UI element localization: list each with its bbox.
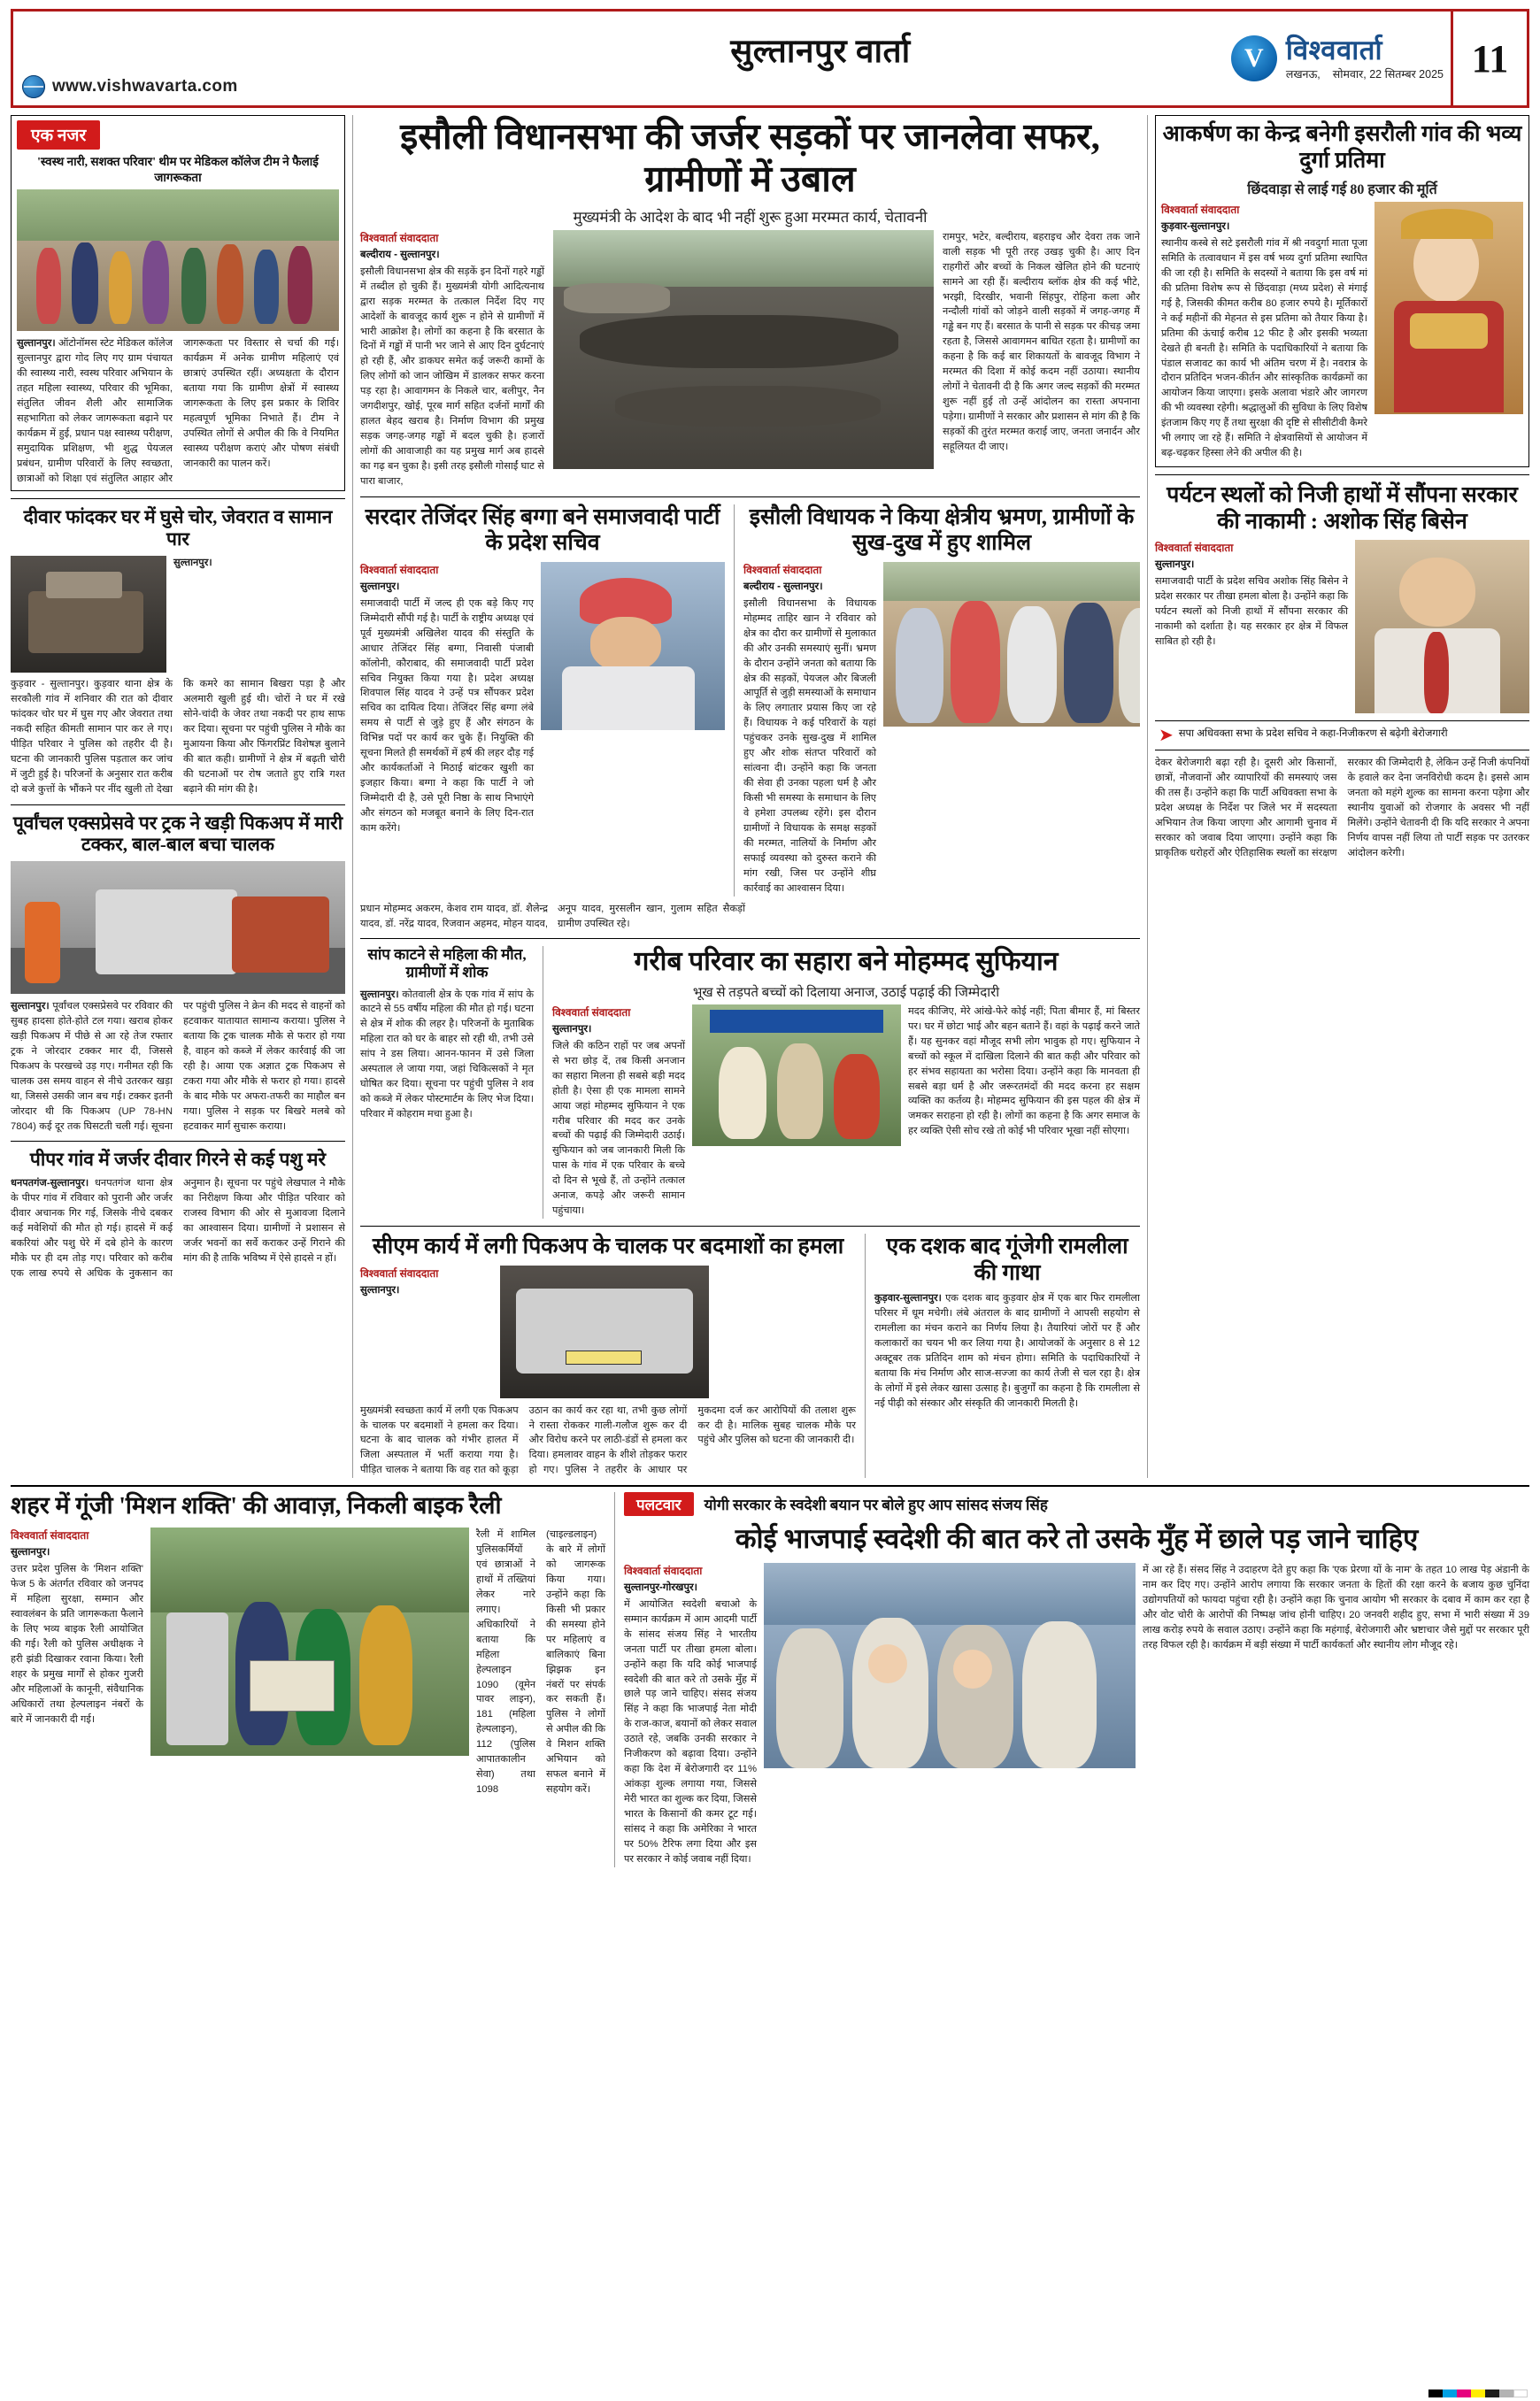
isauli-kicker: विश्ववार्ता संवाददाता	[743, 563, 822, 576]
garib-photo	[692, 1004, 901, 1146]
story3-body	[11, 999, 345, 1134]
isauli-headline: इसौली विधायक ने किया क्षेत्रीय भ्रमण, ग्रामीणों के सुख-दुख में हुए शामिल	[749, 504, 1135, 556]
tourism-kicker: विश्ववार्ता संवाददाता	[1155, 542, 1234, 555]
bottom-left-story	[11, 1492, 605, 1866]
story2-body-cont: कुड़वार - सुल्तानपुर। कुड़वार थाना क्षेत्र के सरकौली गांव में शनिवार की रात को दीवार फांदकर चोर घर में घुस गए और जेवरात तथा नकदी सहित कीमती सामान पार कर ले गए। पीड़ित परिवार ने पुलिस को तहरीर दी है। घटना की जानकारी पुलिस पड़ताल कर जांच में जुटी हुई है। परिजनों के अनुसार रात करीब दो बजे कुत्तों के भौंकने पर नींद खुली तो देखा कि कमरे का सामान बिखरा पड़ा है और अलमारी खुली हुई थी। चोरों ने घर में रखे सोने-चांदी के जेवर तथा नकदी पर हाथ साफ कर दिया। सूचना पर पहुंची पुलिस ने मौके का मुआयना किया और फिंगरप्रिंट विशेषज्ञ बुलाने की बात कही। ग्रामीणों ने क्षेत्र में बढ़ती चोरी की घटनाओं पर रोष जताते हुए रात्रि गश्त बढ़ाने की मांग की है।	[11, 679, 345, 795]
bottom-right-kicker: विश्ववार्ता संवाददाता	[624, 1564, 703, 1577]
bottom-left-kicker: विश्ववार्ता संवाददाता	[11, 1529, 89, 1543]
cm-kicker: विश्ववार्ता संवाददाता	[360, 1266, 439, 1280]
garib-kicker: विश्ववार्ता संवाददाता	[552, 1005, 631, 1019]
isauli-byline: बल्दीराय - सुल्तानपुर।	[743, 581, 823, 592]
masthead-right	[1061, 12, 1451, 105]
sardar-body: समाजवादी पार्टी में जल्द ही एक बड़े किए गए जिम्मेदारी सौंपी गई है। पार्टी के राष्ट्रीय अध्यक्ष एवं पूर्व मुख्यमंत्री अखिलेश यादव की संस्तुति के आधार तेजिंदर सिंह बग्गा, निवासी पंजाबी कॉलोनी, कौराबाद, की समाजवादी पार्टी प्रदेश सचिव नियुक्त किया गया है। प्रदेश अध्यक्ष शिवपाल सिंह यादव ने उन्हें पत्र सौंपकर प्रदेश सचिव का दायित्व दिया। तेजिंदर सिंह बग्गा लंबे समय से पार्टी से जुड़े हुए हैं और संगठन के विभिन्न पदों पर कार्य कर चुके हैं। नियुक्ति की सूचना मिलते ही समर्थकों में हर्ष की लहर दौड़ गई और कार्यकर्ताओं ने मिठाई बांटकर खुशी का इजहार किया। बग्गा ने कहा कि पार्टी ने जो जिम्मेदारी दी है, उसे पूरी निष्ठा के साथ निभाएंगे और संगठन को मजबूत बनाने के लिए दिन-रात काम करेंगे।	[360, 597, 534, 834]
story2-body	[173, 556, 212, 673]
bottom-left-headline: शहर में गूंजी 'मिशन शक्ति' की आवाज़, निकली बाइक रैली	[11, 1492, 502, 1520]
sardar-kicker: विश्ववार्ता संवाददाता	[360, 563, 439, 576]
story3-body-text: पूर्वांचल एक्सप्रेसवे पर रविवार की सुबह हादसा होते-होते टल गया। खराब होकर खड़ी पिकअप में पीछे से आ रहे तेज रफ्तार ट्रक ने जोरदार टक्कर मार दी, जिससे पिकअप के परखच्चे उड़ गए। गनीमत रही कि चालक उस समय वाहन से नीचे उतरकर खड़ा था, जिससे उसकी जान बच गई। टक्कर इतनी जोरदार थी कि पिकअप (UP 78-HN 7804) कई दूर तक घिसटती चली गई। सूचना पर पहुंची पुलिस ने क्रेन की मदद से वाहनों को हटवाकर यातायात सामान्य कराया। पुलिस ने बताया कि ट्रक चालक मौके से फरार हो गया है, वाहन को कब्जे में लेकर कार्रवाई की जा रही है। आया एक अज्ञात ट्रक पिकअप से टकरा गया और मौके से फरार हो गया। हादसे के बाद मौके पर अफरा-तफरी का माहौल बन गया। पुलिस ने सड़क पर बिखरे मलबे को हटवाकर मार्ग सुचारू कराया।	[11, 1001, 345, 1132]
durga-byline: कुड़वार-सुल्तानपुर।	[1161, 221, 1230, 232]
bottom-right-headline: कोई भाजपाई स्वदेशी की बात करे तो उसके मुँह में छाले पड़ जाने चाहिए	[735, 1523, 1419, 1555]
sardar-photo	[541, 562, 725, 730]
center-column	[352, 115, 1140, 1478]
color-bar	[1428, 2389, 1528, 2397]
bottom-left-body-2: रैली में शामिल पुलिसकर्मियों एवं छात्राओं ने हाथों में तख्तियां लेकर नारे लगाए। अधिकारियों ने बताया कि महिला हेल्पलाइन 1090 (वूमेन पावर लाइन), 181 (महिला हेल्पलाइन), 112 (पुलिस आपातकालीन सेवा) तथा 1098 (चाइल्डलाइन) के बारे में लोगों को जागरूक किया गया। उन्होंने कहा कि किसी भी प्रकार की समस्या होने पर महिलाएं व बालिकाएं बिना झिझक इन नंबरों पर संपर्क कर सकती हैं। पुलिस ने लोगों से अपील की कि वे मिशन शक्ति अभियान को सफल बनाने में सहयोग करें।	[476, 1529, 605, 1796]
story4-byline: धनपतगंज-सुल्तानपुर।	[11, 1178, 89, 1189]
saanp-body	[360, 988, 534, 1122]
masthead	[11, 9, 1529, 108]
isauli-names: प्रधान मोहम्मद अकरम, केशव राम यादव, डॉ. शैलेन्द्र यादव, डॉ. नरेंद्र यादव, रिजवान अहमद, मोहन यादव, अनूप यादव, मुरसलीन खान, गुलाम सहित सैकड़ों ग्रामीण उपस्थित रहे।	[360, 903, 745, 929]
main-body-2: रामपुर, भटेर, बल्दीराय, बहराइच और देवरा तक जाने वाली सड़क भी पूरी तरह उखड़ चुकी है। आए दिन राहगीरों और बच्चों के निकल खेलित होने की घटनाएं सामने आ रही हैं। बल्दीराय ब्लॉक क्षेत्र की कई भीटे, भरझी, दिरखीर, भवानी सिंहपुर, रोहिना कला और नन्दौली गांवों को जोड़ने वाली सड़कों में जगह-जगह मैं गड्ढे बन गए हैं। बरसात के पानी से सड़क पर कीचड़ जमा रहता है, जिससे आवागमन बाधित रहता है। ग्रामीणों का कहना है कि कई बार शिकायतों के बावजूद विभाग ने मरम्मत की दिशा में कोई कदम नहीं उठाया। स्थानीय लोगों ने चेतावनी दी है कि अगर जल्द सड़कों की मरम्मत शुरू नहीं हुई तो उन्हें आंदोलन का रास्ता अपनाना पड़ेगा। ग्रामीणों ने सरकार और प्रशासन से मांग की है कि सड़कों की तुरंत मरम्मत कराई जाए, जनता जनार्दन और सहूलियत दी जाए।	[943, 231, 1140, 452]
ramleela-body-text: एक दशक बाद कुड़वार क्षेत्र में एक बार फिर रामलीला परिसर में धूम मचेगी। लंबे अंतराल के बाद ग्रामीणों ने आपसी सहयोग से रामलीला का मंचन कराने का निर्णय लिया है। तैयारियां जोरों पर हैं और कलाकारों का चयन भी कर लिया गया है। आयोजकों के अनुसार 8 से 12 अक्टूबर तक प्रतिदिन शाम को मंचन होगा। समिति के पदाधिकारियों ने बताया कि मंच निर्माण और साज-सज्जा का कार्य तेजी से चल रहा है। क्षेत्र के लोगों में इसे लेकर खासा उत्साह है। बुजुर्गों का कहना है कि रामलीला से नई पीढ़ी को संस्कार और संस्कृति की जानकारी मिलती है।	[874, 1293, 1140, 1409]
brand-subline	[1286, 69, 1444, 81]
ramleela-byline: कुड़वार-सुल्तानपुर।	[874, 1293, 942, 1304]
brand-name: विश्ववार्ता	[1285, 35, 1382, 66]
durga-subhead: छिंदवाड़ा से लाई गई 80 हजार की मूर्ति	[1247, 182, 1437, 197]
bottom-right-body-1: में आयोजित स्वदेशी बचाओ के सम्मान कार्यक्रम में आम आदमी पार्टी के सांसद संजय सिंह ने भारतीय जनता पार्टी पर तीखा हमला बोला। उन्होंने कहा कि यदि कोई भाजपाई स्वदेशी की बात करे तो उसके मुँह में छाले पड़ जाने चाहिए। संसद संजय सिंह ने कहा कि भाजपाई नेता मोदी के राज-काज, बयानों को लेकर सवाल उठाते रहे, जबकि उनकी सरकार ने निजीकरण को बढ़ावा दिया। उन्होंने कहा कि देश में बेरोजगारी दर 11% आंकड़ा शुल्क लगाया गया, जिससे मेरी भारत का शुल्क कर दिया, जिससे भारत के किसानों की कमर टूट गई। सांसद ने कहा कि अमेरिका ने भारत पर 50% टैरिफ लगा दिया और इस पर सरकार ने कोई जवाब नहीं दिया।	[624, 1598, 757, 1865]
cm-photo	[500, 1266, 709, 1398]
cm-byline: सुल्तानपुर।	[360, 1284, 400, 1296]
main-kicker: विश्ववार्ता संवाददाता	[360, 231, 439, 244]
saanp-body-text: कोतवाली क्षेत्र के एक गांव में सांप के काटने से 55 वर्षीय महिला की मौत हो गई। घटना से क्षेत्र में शोक की लहर है। परिजनों के मुताबिक महिला रात को घर के बाहर सो रही थी, तभी उसे सांप ने डस लिया। आनन-फानन में उसे जिला अस्पताल ले जाया गया, जहां चिकित्सकों ने मृत घोषित कर दिया। सूचना पर पहुंची पुलिस ने शव को कब्जे में लेकर पोस्टमार्टम के लिए भेज दिया। परिवार में कोहराम मचा हुआ है।	[360, 989, 534, 1120]
cm-headline: सीएम कार्य में लगी पिकअप के चालक पर बदमाशों का हमला	[372, 1235, 844, 1259]
palatvar-badge: पलटवार	[624, 1492, 694, 1516]
lead-photo	[17, 189, 339, 331]
section-title: सुल्तानपुर वार्ता	[730, 33, 911, 70]
bottom-right-byline: सुल्तानपुर-गोरखपुर।	[624, 1581, 698, 1593]
page-number: 11	[1451, 12, 1527, 105]
story3-byline: सुल्तानपुर।	[11, 1001, 50, 1012]
tourism-quote	[1155, 720, 1529, 750]
garib-byline: सुल्तानपुर।	[552, 1023, 592, 1035]
garib-body-2: मदद कीजिए, मेरे आंखे-फेरे कोई नहीं; पिता बीमार हैं, मां बिस्तर पर। घर में छोटा भाई और बहन बताने हैं। वहां के पढ़ाई करने जाते हैं। यह सुनकर वहां मौजूद सभी लोग भावुक हो गए। सुफियान ने बच्चों को स्कूल में दाखिला दिलाने की बात कही और परिवार को हर संभव सहायता का भरोसा दिया। उन्होंने कहा कि मानवता ही सबसे बड़ा धर्म है और जरूरतमंदों की मदद करना हर सक्षम व्यक्ति का कर्तव्य है। मोहम्मद सुफियान की इस पहल की क्षेत्र में जमकर सराहना हो रही है। लोगों का कहना है कि अगर समाज के हर व्यक्ति ऐसी सोच रखे तो कोई भी परिवार भूखा नहीं सोएगा।	[908, 1005, 1140, 1137]
ek-nazar-block	[11, 115, 345, 491]
garib-subhead: भूख से तड़पते बच्चों को दिलाया अनाज, उठाई पढ़ाई की जिम्मेदारी	[692, 985, 1000, 1000]
tourism-photo	[1355, 540, 1529, 713]
lead-byline: सुल्तानपुर।	[17, 338, 56, 350]
website-url[interactable]: www.vishwavarta.com	[52, 77, 238, 96]
tourism-quote-text: सपा अधिवक्ता सभा के प्रदेश सचिव ने कहा-निजीकरण से बढ़ेगी बेरोजगारी	[1178, 728, 1448, 740]
bottom-left-byline: सुल्तानपुर।	[11, 1547, 50, 1558]
bottom-right-photo	[764, 1563, 1136, 1768]
durga-headline: आकर्षण का केन्द्र बनेगी इसरौली गांव की भव्य दुर्गा प्रतिमा	[1162, 122, 1522, 173]
tourism-byline: सुल्तानपुर।	[1155, 559, 1195, 571]
sardar-headline: सरदार तेजिंदर सिंह बग्गा बने समाजवादी पार्टी के प्रदेश सचिव	[365, 504, 720, 556]
lead-body	[17, 336, 339, 486]
garib-body-1: जिले की कठिन राहों पर जब अपनों से भरा छोड़ दें, तब किसी अनजान का सहारा मिलना ही सबसे बड़ी मदद होती है। ऐसा ही एक मामला सामने आया जहां मोहम्मद सुफियान ने एक गरीब परिवार की मदद कर उनके बच्चों की पढ़ाई की जिम्मेदारी उठाई। सुफियान को जब जानकारी मिली कि पास के गांव में एक परिवार के बच्चे दो दिन से भूखे हैं, तो उन्होंने तत्काल अनाज, कपड़े और जरूरी सामान पहुंचाया।	[552, 1040, 685, 1217]
website-url-row[interactable]	[22, 75, 238, 98]
brand-date: सोमवार, 22 सितम्बर 2025	[1332, 68, 1444, 81]
durga-body: स्थानीय कस्बे से सटे इसरौली गांव में श्री नवदुर्गा माता पूजा समिति के तत्वावधान में इस वर्ष भव्य दुर्गा प्रतिमा स्थापित की जा रही है। समिति के सदस्यों ने बताया कि इस वर्ष मां की प्रतिमा विशेष रूप से छिंदवाड़ा (मध्य प्रदेश) से मंगाई गई है, जिसकी कीमत करीब 80 हजार रुपये है। मूर्तिकारों ने कई महीनों की मेहनत से इस प्रतिमा को तैयार किया है। प्रतिमा की ऊंचाई करीब 12 फीट है और इसकी भव्यता देखते ही बनती है। समिति के पदाधिकारियों ने बताया कि पंडाल सजावट का कार्य भी अंतिम चरण में है। नवरात्र के दौरान प्रतिदिन भजन-कीर्तन और सांस्कृतिक कार्यक्रमों का आयोजन किया जाएगा। इसके अलावा भंडारे और जागरण की भी व्यवस्था रहेगी। श्रद्धालुओं की सुविधा के लिए विशेष इंतजाम किए गए हैं तथा सुरक्षा की दृष्टि से सीसीटीवी कैमरे भी लगाए जा रहे हैं। समिति ने क्षेत्रवासियों से आयोजन में बढ़-चढ़कर हिस्सा लेने की अपील की है।	[1161, 238, 1367, 459]
bottom-left-photo	[150, 1528, 469, 1756]
story3-photo	[11, 861, 345, 994]
brand-logo-icon: V	[1231, 35, 1277, 81]
story3-headline: पूर्वांचल एक्सप्रेसवे पर ट्रक ने खड़ी पिकअप में मारी टक्कर, बाल-बाल बचा चालक	[12, 812, 343, 856]
brand-place: लखनऊ,	[1285, 68, 1321, 81]
bottom-strip	[11, 1485, 1529, 1866]
sardar-byline: सुल्तानपुर।	[360, 581, 400, 592]
story4-headline: पीपर गांव में जर्जर दीवार गिरने से कई पशु मरे	[29, 1149, 327, 1171]
main-headline: इसौली विधानसभा की जर्जर सड़कों पर जानलेवा सफर, ग्रामीणों में उबाल	[400, 116, 1100, 200]
globe-icon	[22, 75, 45, 98]
bottom-left-body-1: उत्तर प्रदेश पुलिस के 'मिशन शक्ति' फेज 5 के अंतर्गत रविवार को जनपद में महिला सुरक्षा, सम्मान और स्वावलंबन के प्रति जागरूकता फैलाने के लिए भव्य बाइक रैली आयोजित की गई। रैली को पुलिस अधीक्षक ने हरी झंडी दिखाकर रवाना किया। रैली शहर के प्रमुख मार्गों से होकर गुजरी और महिलाओं के कानूनी, संवैधानिक अधिकारों तथा हेल्पलाइन नंबरों के बारे में जानकारी दी गई।	[11, 1564, 143, 1725]
story2-photo	[11, 556, 166, 673]
ramleela-body	[874, 1291, 1140, 1412]
main-body-1: इसौली विधानसभा क्षेत्र की सड़कें इन दिनों गहरे गड्ढों में तब्दील हो चुकी हैं। मुख्यमंत्री योगी आदित्यनाथ द्वारा सड़क मरम्मत के तत्काल निर्देश दिए गए आदेशों के बावजूद कार्य शुरू न होने से ग्रामीणों में भारी आक्रोश है। लोगों का कहना है कि बरसात के दिनों में गड्ढों में पानी भर जाने से आए दिन दुर्घटनाएं हो रही हैं, और डाकघर समेत कई जरूरी कामों के लिए लोगों को जान जोखिम में डालकर सफर करना पड़ रहा है। आवागमन के निकले चार, बलीपुर, नैन जगदीशपुर, खोई, पूरब मार्ग सहित दर्जनों मार्गों की हालत बेहद खराब है। निर्माण विभाग की प्रमुख सड़क जगह-जगह गड्ढों में बदल चुकी है। हजारों लोगों की आवाजाही का यह प्रमुख मार्ग अब हादसे का गढ़ बन चुका है। इसी तरह इसौली गोसाईं घाट से पारा बाजार,	[360, 265, 544, 487]
tourism-body-1: समाजवादी पार्टी के प्रदेश सचिव अशोक सिंह बिसेन ने प्रदेश सरकार पर तीखा हमला बोला है। उन्होंने कहा कि पर्यटन स्थलों को निजी हाथों में सौंपना सरकार की नाकामी को दर्शाता है। यह सरकार हर क्षेत्र में विफल साबित हो रही है।	[1155, 576, 1348, 647]
tourism-body-2: देकर बेरोजगारी बढ़ा रही है। दूसरी ओर किसानों, छात्रों, नौजवानों और व्यापारियों की समस्याएं जस की तस हैं। उन्होंने कहा कि पार्टी अधिवक्ता सभा के प्रदेश अध्यक्ष के निर्देश पर जिले भर में सदस्यता अभियान तेज किया जाएगा और आगामी चुनाव में सरकार को जवाब दिया जाएगा। उन्होंने कहा कि प्राकृतिक धरोहरों और ऐतिहासिक स्थलों का संरक्षण सरकार की जिम्मेदारी है, लेकिन उन्हें निजी कंपनियों के हवाले कर देना जनविरोधी कदम है। इससे आम जनता को महंगे शुल्क का सामना करना पड़ेगा और स्थानीय युवाओं को रोजगार के अवसर भी नहीं मिलेंगे। उन्होंने चेतावनी दी कि यदि सरकार ने अपना निर्णय वापस नहीं लिया तो पार्टी सड़क पर उतरकर आंदोलन करेगी।	[1155, 758, 1529, 858]
story4-body-text: धनपतगंज थाना क्षेत्र के पीपर गांव में रविवार को पुरानी और जर्जर दीवार अचानक गिर गई, जिसके नीचे दबकर कई मवेशियों की मौत हो गई। हादसे में कई बकरियां और पशु घेरे में दबे होने के कारण मौके पर ही दम तोड़ गए। परिवार को करीब एक लाख रुपये से अधिक के नुकसान का अनुमान है। सूचना पर पहुंचे लेखपाल ने मौके का निरीक्षण किया और पीड़ित परिवार को राजस्व विभाग की ओर से मुआवजा दिलाने का आश्वासन दिया। ग्रामीणों ने प्रशासन से जर्जर भवनों का सर्वे कराकर उन्हें गिराने की मांग की है ताकि भविष्य में ऐसे हादसे न हों।	[11, 1178, 345, 1279]
masthead-left	[13, 12, 580, 105]
saanp-headline: सांप काटने से महिला की मौत, ग्रामीणों में शोक	[367, 946, 527, 981]
lead-body-text: ऑटोनॉमस स्टेट मेडिकल कॉलेज सुल्तानपुर द्वारा गोद लिए गए ग्राम पंचायत की स्वास्थ्य नारी, स्वस्थ परिवार अभियान के तहत महिला स्वास्थ्य, परिवार की भूमिका, संतुलित जीवन शैली और सामाजिक सहभागिता को लेकर जागरूकता बढ़ाने पर कार्यक्रम में हुई, प्रधान पक्ष स्वास्थ्य परीक्षण, समुदायिक प्रशिक्षण, भी शुद्ध पेयजल प्रबंधन, ग्रामीण परिवारों के लिए स्वच्छता, छात्राओं को शिक्षा एवं संतुलित आहार और जागरूकता पर विस्तार से चर्चा की गई। कार्यक्रम में अनेक ग्रामीण महिलाएं एवं छात्राएं उपस्थित रहीं। अध्यक्षता के दौरान बताया गया कि ग्रामीण क्षेत्रों में स्वास्थ्य जागरूकता के लिए इस प्रकार के शिविर महत्वपूर्ण भूमिका निभाते हैं। टीम ने उपस्थित लोगों से अपील की कि वे नियमित स्वास्थ्य परीक्षण कराएं और पोषण संबंधी जानकारी का पालन करें।	[17, 338, 339, 484]
cm-body: मुख्यमंत्री स्वच्छता कार्य में लगी एक पिकअप के चालक पर बदमाशों ने हमला कर दिया। घटना के बाद चालक को गंभीर हालत में जिला अस्पताल में भर्ती कराया गया है। पीड़ित चालक ने बताया कि वह रात को कूड़ा उठान का कार्य कर रहा था, तभी कुछ लोगों ने रास्ता रोककर गाली-गलौज शुरू कर दी और विरोध करने पर लाठी-डंडों से हमला कर दिया। हमलावर वाहन के शीशे तोड़कर फरार हो गए। पुलिस ने तहरीर के आधार पर मुकदमा दर्ज कर आरोपियों की तलाश शुरू कर दी है। मालिक सुबह चालक मौके पर पहुंचे और पुलिस को घटना की जानकारी दी।	[360, 1404, 856, 1476]
brand	[1231, 35, 1444, 81]
story4-body	[11, 1176, 345, 1281]
masthead-center	[580, 12, 1061, 105]
left-column	[11, 115, 345, 1478]
story2-byline: सुल्तानपुर।	[173, 558, 212, 568]
main-photo-road	[553, 230, 934, 469]
isauli-body: इसौली विधानसभा के विधायक मोहम्मद ताहिर खान ने रविवार को क्षेत्र का दौरा कर ग्रामीणों से मुलाकात की और उनकी समस्याएं सुनीं। भ्रमण के दौरान उन्होंने जनता को बताया कि क्षेत्र की सड़कों, पेयजल और बिजली आपूर्ति से जुड़ी समस्याओं के समाधान के लिए लगातार प्रयास किए जा रहे हैं। विधायक ने कई परिवारों के यहां पहुंचकर उनके सुख-दुख में शामिल हुए और शोक संतप्त परिवारों को सांत्वना दी। उन्होंने कहा कि जनता की सेवा ही उनका पहला धर्म है और किसी भी समस्या के समाधान के लिए वे हमेशा उपलब्ध रहेंगे। इस दौरान ग्रामीणों ने विधायक के समक्ष सड़कों की मरम्मत, नालियों के निर्माण और सफाई व्यवस्था को दुरुस्त कराने की मांग रखी, जिस पर उन्होंने शीघ्र कार्रवाई का आश्वासन दिया।	[743, 597, 876, 894]
ek-nazar-badge: एक नजर	[17, 120, 100, 150]
durga-photo	[1374, 202, 1523, 414]
brand-text	[1286, 36, 1444, 81]
bottom-right-body-2: में आ रहे हैं। संसद सिंह ने उदाहरण देते हुए कहा कि 'एक प्रेरणा यों के नाम' के तहत 10 लाख पेड़ अंडानी के नाम कर दिए गए। उन्होंने आरोप लगाया कि सरकार जनता के हितों की रक्षा करने के बजाय कुछ चुनिंदा उद्योगपतियों को फायदा पहुंचा रही है। उन्होंने कहा कि चुनाव आयोग भी सरकार के दबाव में काम कर रहा है और वोट चोरी के आरोपों की निष्पक्ष जांच होनी चाहिए। 20 जनवरी शहीद हुए, सभा में भारी संख्या में 39 लाख करोड़ रुपये के सवाल उठाए। उन्होंने कहा कि महंगाई, बेरोजगारी और भ्रष्टाचार जैसे मुद्दों पर सरकार पूरी तरह विफल रही है। कार्यक्रम में बड़ी संख्या में पार्टी कार्यकर्ता और स्थानीय लोग मौजूद रहे।	[1143, 1564, 1529, 1651]
main-content	[11, 115, 1529, 1478]
quote-arrow-icon: ➤	[1159, 726, 1174, 746]
isauli-photo	[883, 562, 1140, 727]
durga-block	[1155, 115, 1529, 467]
ramleela-headline: एक दशक बाद गूंजेगी रामलीला की गाथा	[886, 1235, 1128, 1285]
main-subhead: मुख्यमंत्री के आदेश के बाद भी नहीं शुरू हुआ मरम्मत कार्य, चेतावनी	[573, 208, 928, 226]
story2-headline: दीवार फांदकर घर में घुसे चोर, जेवरात व सामान पार	[23, 506, 333, 550]
bottom-right-story	[614, 1492, 1529, 1866]
durga-kicker: विश्ववार्ता संवाददाता	[1161, 204, 1240, 216]
lead-caption: 'स्वस्थ नारी, सशक्त परिवार' थीम पर मेडिकल कॉलेज टीम ने फैलाई जागरूकता	[37, 155, 319, 184]
bottom-right-kicker-line: योगी सरकार के स्वदेशी बयान पर बोले हुए आप सांसद संजय सिंह	[704, 1497, 1048, 1514]
right-column	[1147, 115, 1529, 1478]
main-byline: बल्दीराय - सुल्तानपुर।	[360, 249, 440, 260]
tourism-headline: पर्यटन स्थलों को निजी हाथों में सौंपना सरकार की नाकामी : अशोक सिंह बिसेन	[1167, 483, 1518, 534]
saanp-byline: सुल्तानपुर।	[360, 989, 399, 1000]
garib-headline: गरीब परिवार का सहारा बने मोहम्मद सुफियान	[634, 947, 1059, 977]
